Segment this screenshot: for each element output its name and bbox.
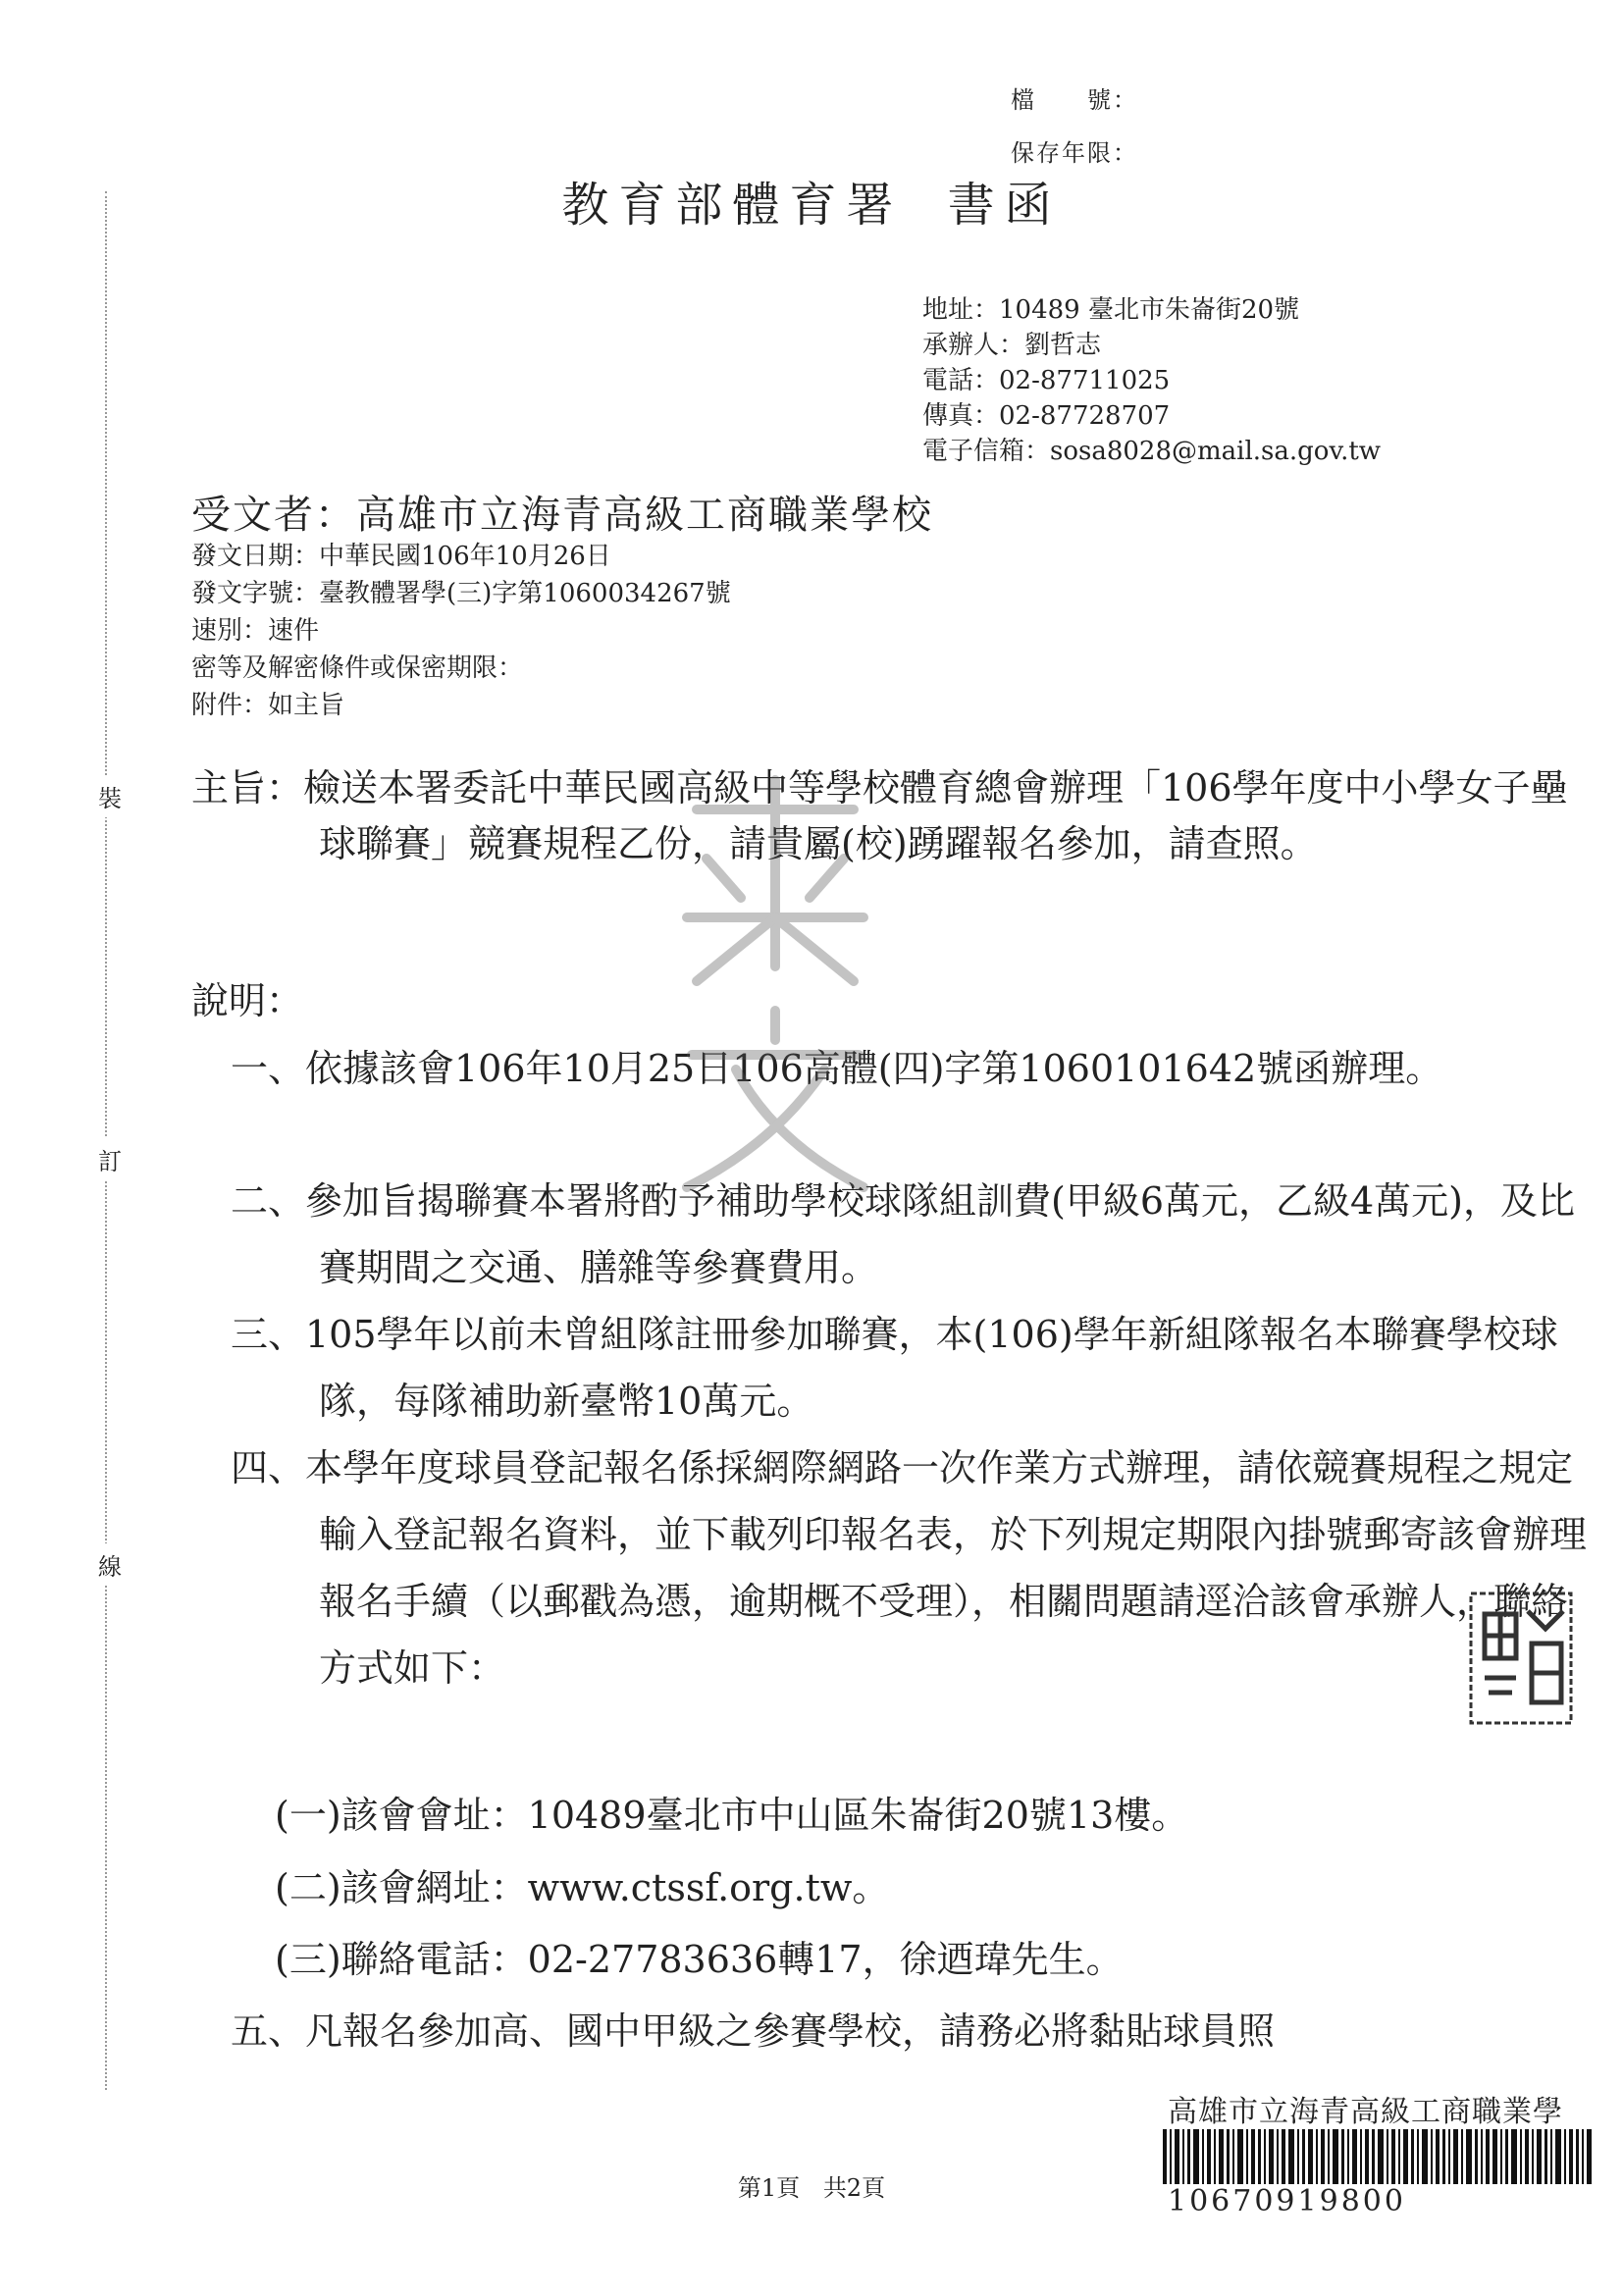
margin-label-stitch: 訂 bbox=[98, 1138, 122, 1180]
explanation-item-5: 五、凡報名參加高、國中甲級之參賽學校，請務必將黏貼球員照 bbox=[231, 2009, 1276, 2053]
explanation-item-3: 三、105學年以前未曾組隊註冊參加聯賽，本(106)學年新組隊報名本聯賽學校球隊，每隊補助新臺幣10萬元。 bbox=[231, 1313, 1558, 1423]
issue-number: 發文字號：臺教體署學(三)字第1060034267號 bbox=[191, 579, 731, 608]
received-stamp bbox=[667, 770, 883, 1202]
delivery-speed: 速別：速件 bbox=[191, 616, 320, 646]
margin-label-line: 線 bbox=[98, 1543, 122, 1586]
document-meta bbox=[191, 538, 731, 724]
sender-handler: 承辦人：劉哲志 bbox=[922, 331, 1102, 360]
retention-period-label: 保存年限： bbox=[1011, 139, 1138, 167]
attachment: 附件：如主旨 bbox=[191, 691, 345, 720]
issue-date: 發文日期：中華民國106年10月26日 bbox=[191, 542, 611, 571]
explanation-item-2: 二、參加旨揭聯賽本署將酌予補助學校球隊組訓費(甲級6萬元，乙級4萬元)，及比賽期間之交通、膳雜等參賽費用。 bbox=[231, 1179, 1576, 1289]
page-number bbox=[0, 2168, 1623, 2203]
sender-address: 地址：10489 臺北市朱崙街20號 bbox=[922, 295, 1300, 325]
sub-item-address: (一)該會會址：10489臺北市中山區朱崙街20號13樓。 bbox=[275, 1794, 1189, 1837]
receiver: 受文者：高雄市立海青高級工商職業學校 bbox=[191, 493, 933, 538]
sender-email: 電子信箱：sosa8028@mail.sa.gov.tw bbox=[922, 437, 1382, 466]
sender-info bbox=[922, 292, 1381, 469]
sender-fax: 傳真：02-87728707 bbox=[922, 401, 1171, 431]
verification-stamp bbox=[1467, 1590, 1575, 1727]
sender-phone: 電話：02-87711025 bbox=[922, 366, 1171, 395]
footer-school-name: 高雄市立海青高級工商職業學 bbox=[1168, 2095, 1563, 2129]
subject: 主旨：檢送本署委託中華民國高級中等學校體育總會辦理「106學年度中小學女子壘球聯賽」競賽規程乙份，請貴屬(校)踴躍報名參加，請查照。 bbox=[191, 766, 1568, 865]
document-type: 書函 bbox=[947, 178, 1062, 233]
document-title bbox=[0, 167, 1623, 235]
total-pages: 共2頁 bbox=[822, 2174, 886, 2202]
sub-item-phone: (三)聯絡電話：02-27783636轉17，徐迺瑋先生。 bbox=[275, 1938, 1124, 1981]
archive-number-label: 檔 號： bbox=[1011, 86, 1138, 114]
current-page: 第1頁 bbox=[737, 2174, 801, 2202]
margin-label-bind: 裝 bbox=[98, 775, 122, 817]
explanation-label: 說明： bbox=[191, 979, 304, 1022]
sub-item-website: (二)該會網址：www.ctssf.org.tw。 bbox=[275, 1866, 890, 1909]
explanation-item-1: 一、依據該會106年10月25日106高體(四)字第1060101642號函辦理。 bbox=[231, 1047, 1443, 1090]
secrecy-level: 密等及解密條件或保密期限： bbox=[191, 653, 524, 683]
explanation-item-4: 四、本學年度球員登記報名係採網際網路一次作業方式辦理，請依競賽規程之規定輸入登記報名資料，並下載列印報名表，於下列規定期限內掛號郵寄該會辦理報名手續（以郵戳為憑，逾期概不受理），相關問題請逕洽該會承辦人，聯絡方式如下： bbox=[231, 1446, 1588, 1690]
barcode-number: 10670919800 bbox=[1168, 2184, 1406, 2218]
agency-name: 教育部體育署 bbox=[561, 178, 904, 233]
